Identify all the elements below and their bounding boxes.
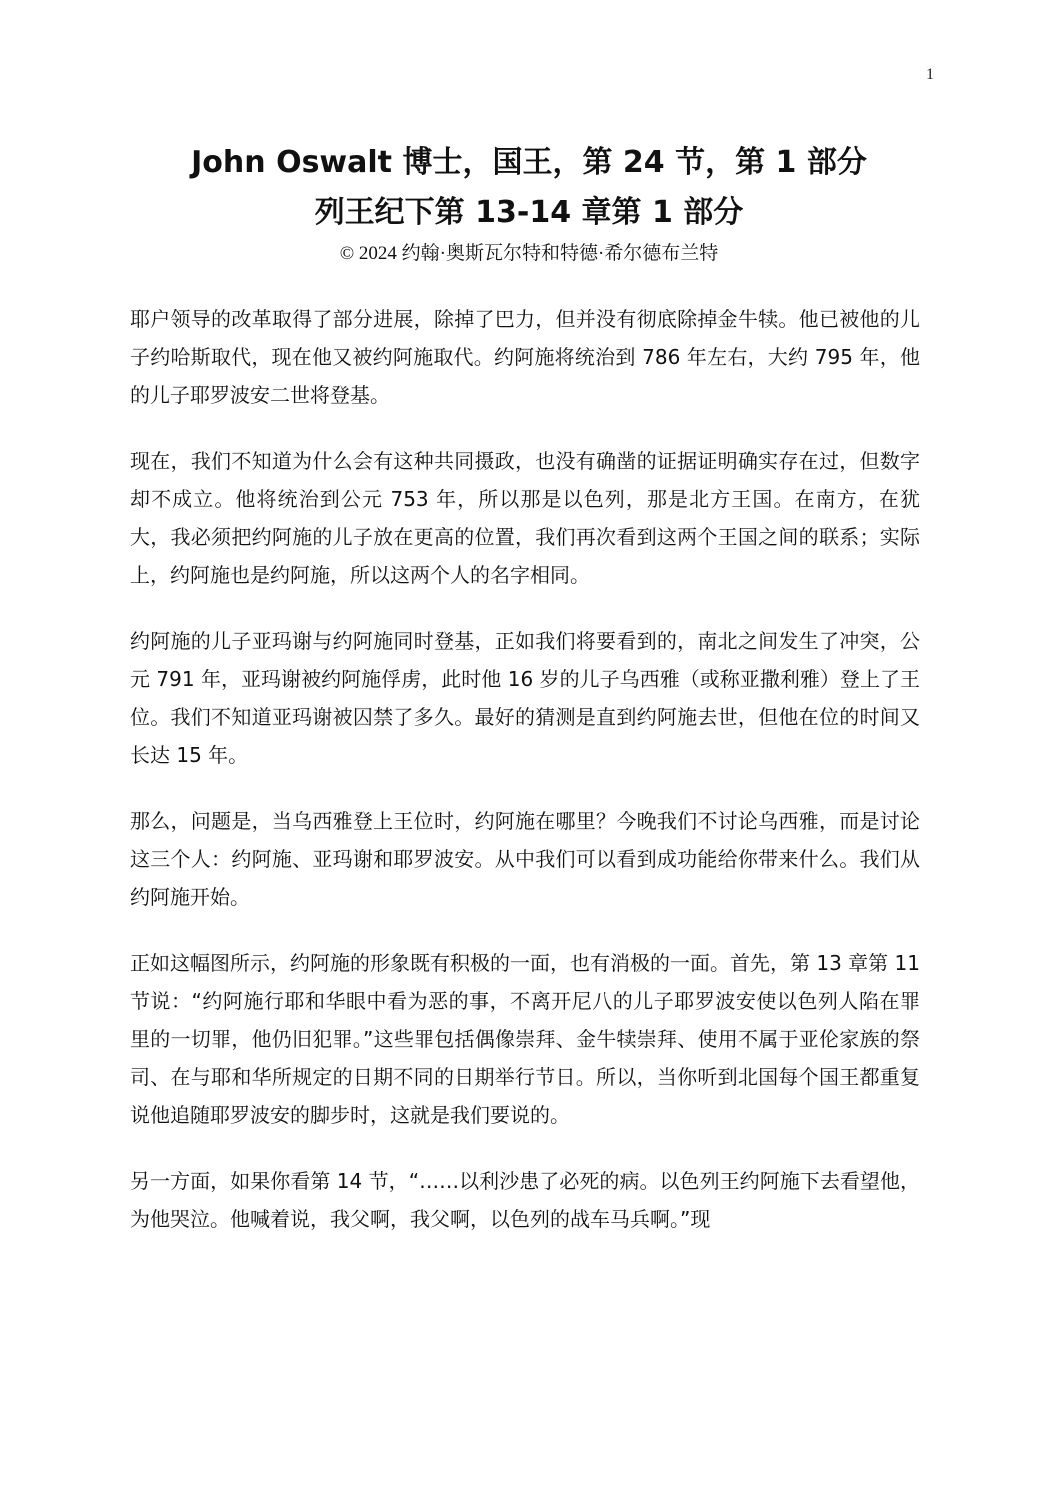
paragraph-2: 现在，我们不知道为什么会有这种共同摄政，也没有确凿的证据证明确实存在过，但数字却不成立。他将统治到公元 753 年，所以那是以色列，那是北方王国。在南方，在犹大，我必须把约阿施的儿子放在更高的位置，我们再次看到这两个王国之间的联系；实际上，约阿施也是约阿施，所以这两个人的名字相同。 <box>130 449 920 587</box>
document-header <box>0 138 1058 268</box>
document-subtitle: 列王纪下第 13-14 章第 1 部分 <box>314 195 744 230</box>
paragraph-6: 另一方面，如果你看第 14 节，“……以利沙患了必死的病。以色列王约阿施下去看望他，为他哭泣。他喊着说，我父啊，我父啊，以色列的战车马兵啊。”现 <box>130 1169 920 1231</box>
paragraph-1: 耶户领导的改革取得了部分进展，除掉了巴力，但并没有彻底除掉金牛犊。他已被他的儿子约哈斯取代，现在他又被约阿施取代。约阿施将统治到 786 年左右，大约 795 年，他的儿子耶罗波安二世将登基。 <box>130 307 920 407</box>
copyright-notice: © 2024 约翰·奥斯瓦尔特和特德·希尔德布兰特 <box>339 243 719 264</box>
page-number: 1 <box>926 66 934 83</box>
paragraph-5: 正如这幅图所示，约阿施的形象既有积极的一面，也有消极的一面。首先，第 13 章第 11 节说：“约阿施行耶和华眼中看为恶的事，不离开尼八的儿子耶罗波安使以色列人陷在罪里的一切罪，他仍旧犯罪。”这些罪包括偶像崇拜、金牛犊崇拜、使用不属于亚伦家族的祭司、在与耶和华所规定的日期不同的日期举行节日。所以，当你听到北国每个国王都重复说他追随耶罗波安的脚步时，这就是我们要说的。 <box>130 951 920 1127</box>
paragraph-3: 约阿施的儿子亚玛谢与约阿施同时登基，正如我们将要看到的，南北之间发生了冲突，公元 791 年，亚玛谢被约阿施俘虏，此时他 16 岁的儿子乌西雅（或称亚撒利雅）登上了王位。我们不知道亚玛谢被囚禁了多久。最好的猜测是直到约阿施去世，但他在位的时间又长达 15 年。 <box>130 629 920 767</box>
paragraph-4: 那么，问题是，当乌西雅登上王位时，约阿施在哪里？今晚我们不讨论乌西雅，而是讨论这三个人：约阿施、亚玛谢和耶罗波安。从中我们可以看到成功能给你带来什么。我们从约阿施开始。 <box>130 809 920 909</box>
document-title: John Oswalt 博士，国王，第 24 节，第 1 部分 <box>191 145 867 180</box>
document-body <box>130 300 920 1266</box>
